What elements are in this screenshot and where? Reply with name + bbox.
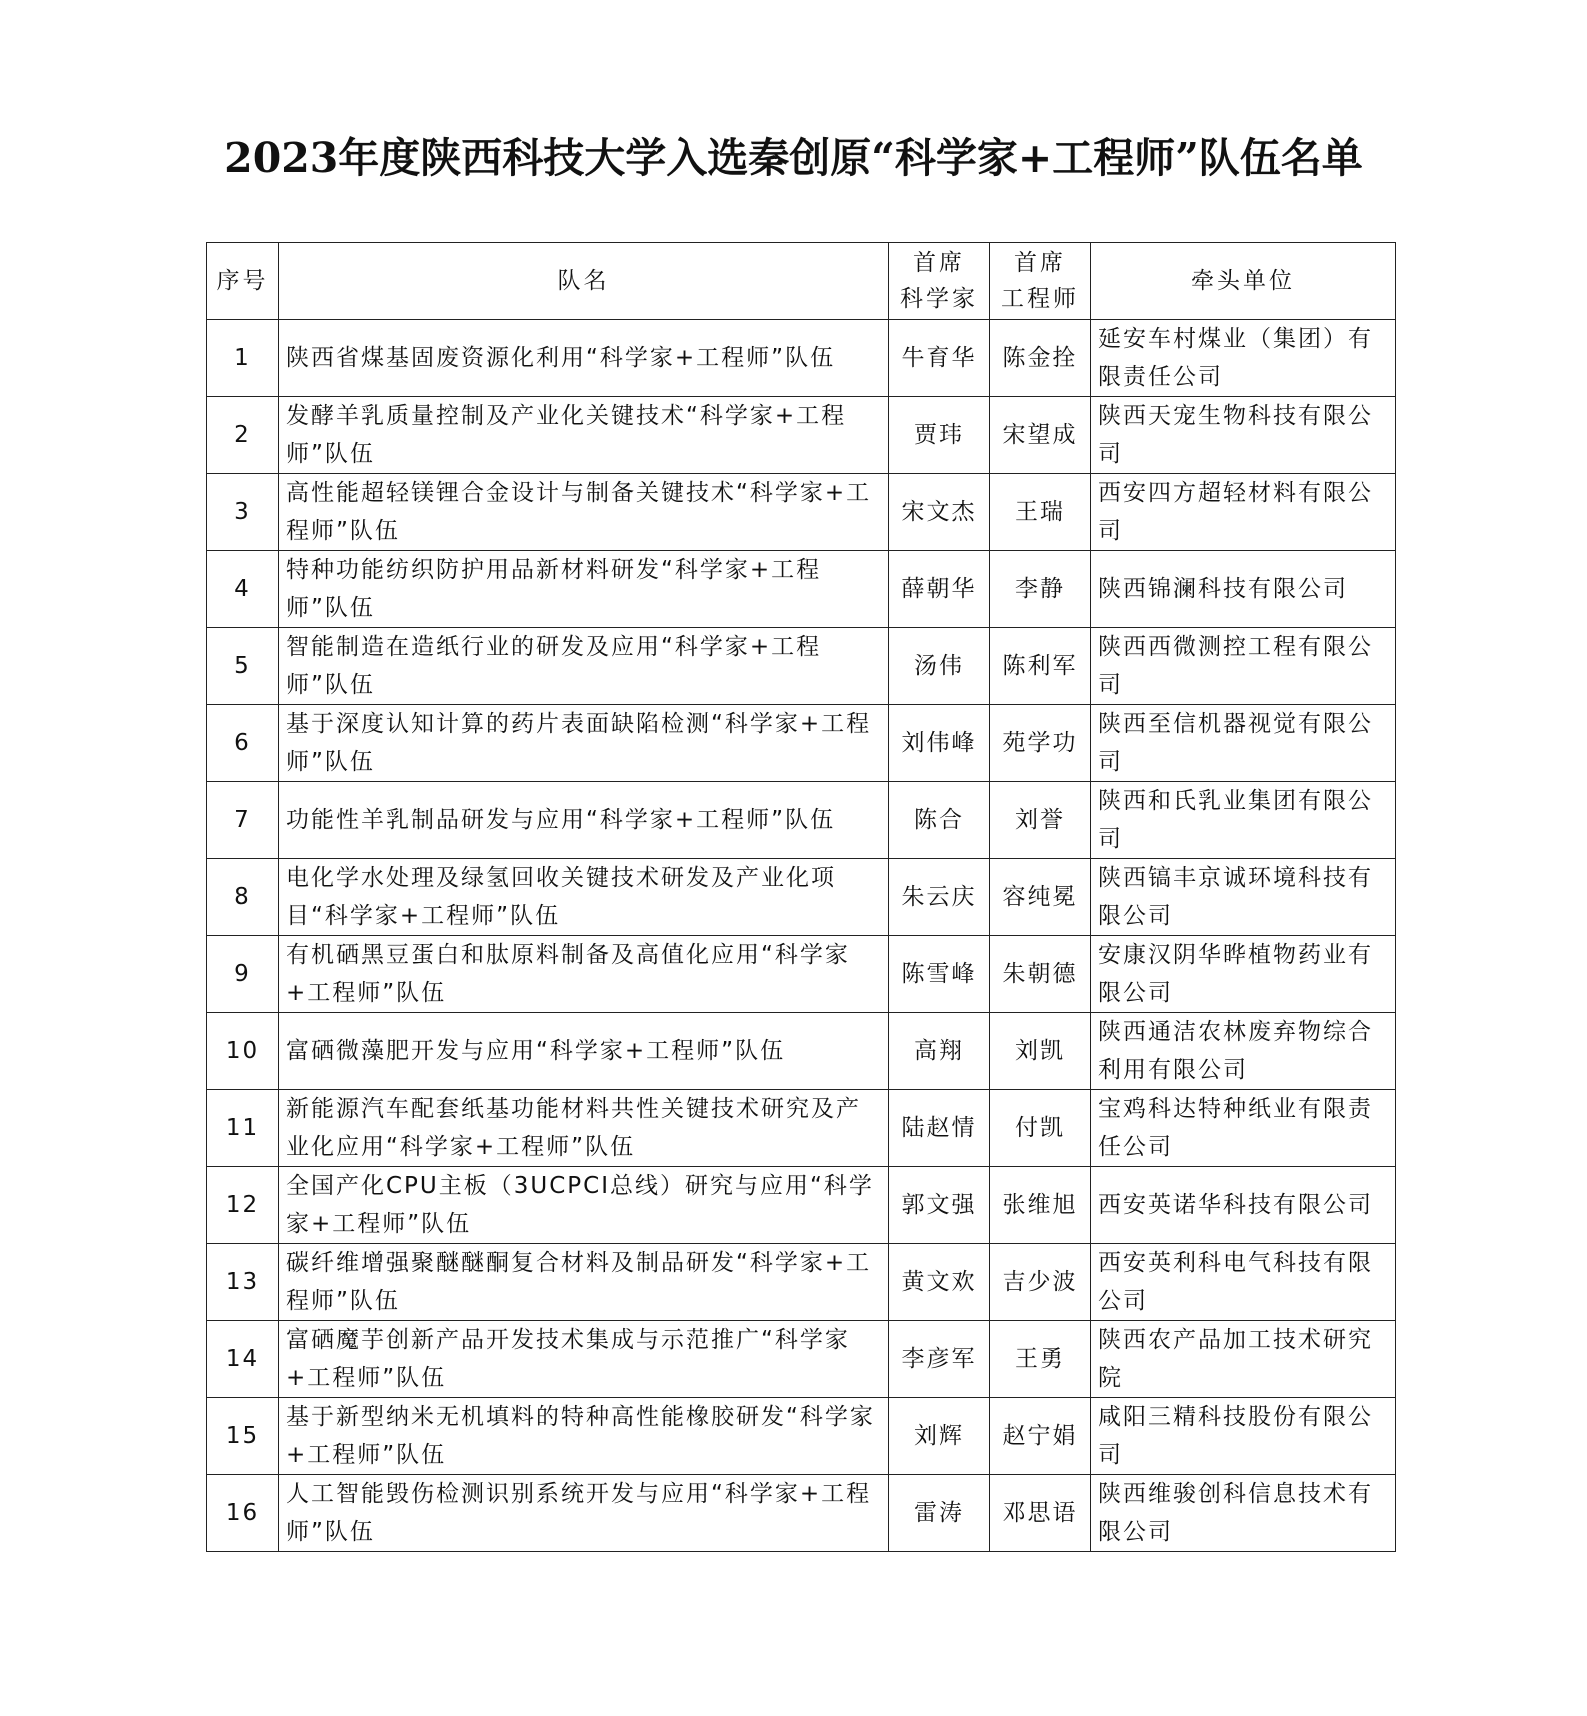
table-row: [207, 1244, 1396, 1321]
row-serial-number: 7: [207, 782, 279, 859]
row-chief-scientist: 高翔: [889, 1013, 990, 1090]
header-chief-engineer-line1: 首席: [1014, 250, 1066, 276]
row-chief-engineer: 刘誉: [990, 782, 1091, 859]
row-lead-unit: 陕西锦澜科技有限公司: [1091, 551, 1396, 628]
table-row: [207, 1013, 1396, 1090]
row-team-name: 基于新型纳米无机填料的特种高性能橡胶研发“科学家+工程师”队伍: [279, 1398, 889, 1475]
table-row: [207, 551, 1396, 628]
row-chief-engineer: 容纯冕: [990, 859, 1091, 936]
row-chief-engineer: 李静: [990, 551, 1091, 628]
row-chief-engineer: 朱朝德: [990, 936, 1091, 1013]
row-team-name: 富硒微藻肥开发与应用“科学家+工程师”队伍: [279, 1013, 889, 1090]
row-team-name: 全国产化CPU主板（3UCPCI总线）研究与应用“科学家+工程师”队伍: [279, 1167, 889, 1244]
row-team-name: 陕西省煤基固废资源化利用“科学家+工程师”队伍: [279, 320, 889, 397]
table-row: [207, 1475, 1396, 1552]
row-chief-engineer: 陈金拴: [990, 320, 1091, 397]
row-chief-scientist: 郭文强: [889, 1167, 990, 1244]
row-serial-number: 3: [207, 474, 279, 551]
row-chief-engineer: 王瑞: [990, 474, 1091, 551]
row-lead-unit: 陕西镐丰京诚环境科技有限公司: [1091, 859, 1396, 936]
table-row: [207, 859, 1396, 936]
row-chief-scientist: 陆赵情: [889, 1090, 990, 1167]
row-team-name: 特种功能纺织防护用品新材料研发“科学家+工程师”队伍: [279, 551, 889, 628]
row-team-name: 有机硒黑豆蛋白和肽原料制备及高值化应用“科学家+工程师”队伍: [279, 936, 889, 1013]
row-chief-engineer: 刘凯: [990, 1013, 1091, 1090]
table-row: [207, 628, 1396, 705]
row-serial-number: 8: [207, 859, 279, 936]
row-chief-scientist: 宋文杰: [889, 474, 990, 551]
row-serial-number: 11: [207, 1090, 279, 1167]
header-team-name: 队名: [279, 243, 889, 320]
row-team-name: 富硒魔芋创新产品开发技术集成与示范推广“科学家+工程师”队伍: [279, 1321, 889, 1398]
row-serial-number: 15: [207, 1398, 279, 1475]
row-lead-unit: 西安四方超轻材料有限公司: [1091, 474, 1396, 551]
table-row: [207, 320, 1396, 397]
table-row: [207, 1090, 1396, 1167]
row-chief-scientist: 刘辉: [889, 1398, 990, 1475]
row-lead-unit: 宝鸡科达特种纸业有限责任公司: [1091, 1090, 1396, 1167]
document-title: 2023年度陕西科技大学入选秦创原“科学家+工程师”队伍名单: [224, 134, 1363, 182]
row-team-name: 电化学水处理及绿氢回收关键技术研发及产业化项目“科学家+工程师”队伍: [279, 859, 889, 936]
row-serial-number: 12: [207, 1167, 279, 1244]
row-chief-engineer: 宋望成: [990, 397, 1091, 474]
table-row: [207, 936, 1396, 1013]
row-chief-scientist: 汤伟: [889, 628, 990, 705]
header-chief-scientist: [889, 243, 990, 320]
row-lead-unit: 陕西天宠生物科技有限公司: [1091, 397, 1396, 474]
row-chief-scientist: 刘伟峰: [889, 705, 990, 782]
header-lead-unit: 牵头单位: [1091, 243, 1396, 320]
header-chief-scientist-line1: 首席: [913, 250, 965, 276]
row-lead-unit: 陕西农产品加工技术研究院: [1091, 1321, 1396, 1398]
row-chief-engineer: 邓思语: [990, 1475, 1091, 1552]
table-row: [207, 1398, 1396, 1475]
header-chief-scientist-line2: 科学家: [900, 286, 978, 312]
row-lead-unit: 西安英诺华科技有限公司: [1091, 1167, 1396, 1244]
row-chief-engineer: 苑学功: [990, 705, 1091, 782]
header-serial-number: 序号: [207, 243, 279, 320]
row-serial-number: 2: [207, 397, 279, 474]
row-lead-unit: 安康汉阴华晔植物药业有限公司: [1091, 936, 1396, 1013]
table-row: [207, 474, 1396, 551]
row-serial-number: 13: [207, 1244, 279, 1321]
row-lead-unit: 陕西维骏创科信息技术有限公司: [1091, 1475, 1396, 1552]
table-body: [207, 320, 1396, 1552]
row-chief-scientist: 薛朝华: [889, 551, 990, 628]
table-row: [207, 1167, 1396, 1244]
header-chief-engineer-line2: 工程师: [1001, 286, 1079, 312]
row-chief-scientist: 牛育华: [889, 320, 990, 397]
row-team-name: 发酵羊乳质量控制及产业化关键技术“科学家+工程师”队伍: [279, 397, 889, 474]
row-chief-engineer: 付凯: [990, 1090, 1091, 1167]
header-chief-engineer: [990, 243, 1091, 320]
team-roster-table: [206, 242, 1396, 1552]
row-team-name: 碳纤维增强聚醚醚酮复合材料及制品研发“科学家+工程师”队伍: [279, 1244, 889, 1321]
row-serial-number: 16: [207, 1475, 279, 1552]
row-team-name: 智能制造在造纸行业的研发及应用“科学家+工程师”队伍: [279, 628, 889, 705]
row-lead-unit: 陕西西微测控工程有限公司: [1091, 628, 1396, 705]
row-lead-unit: 咸阳三精科技股份有限公司: [1091, 1398, 1396, 1475]
row-chief-scientist: 贾玮: [889, 397, 990, 474]
row-serial-number: 6: [207, 705, 279, 782]
row-lead-unit: 陕西通洁农林废弃物综合利用有限公司: [1091, 1013, 1396, 1090]
row-chief-scientist: 陈雪峰: [889, 936, 990, 1013]
row-lead-unit: 延安车村煤业（集团）有限责任公司: [1091, 320, 1396, 397]
row-lead-unit: 西安英利科电气科技有限公司: [1091, 1244, 1396, 1321]
row-team-name: 人工智能毁伤检测识别系统开发与应用“科学家+工程师”队伍: [279, 1475, 889, 1552]
row-chief-scientist: 朱云庆: [889, 859, 990, 936]
row-chief-scientist: 雷涛: [889, 1475, 990, 1552]
row-serial-number: 5: [207, 628, 279, 705]
row-serial-number: 9: [207, 936, 279, 1013]
row-team-name: 高性能超轻镁锂合金设计与制备关键技术“科学家+工程师”队伍: [279, 474, 889, 551]
row-serial-number: 4: [207, 551, 279, 628]
row-serial-number: 14: [207, 1321, 279, 1398]
row-chief-engineer: 赵宁娟: [990, 1398, 1091, 1475]
table-header-row: [207, 243, 1396, 320]
row-chief-engineer: 陈利军: [990, 628, 1091, 705]
row-chief-scientist: 李彦军: [889, 1321, 990, 1398]
table-row: [207, 397, 1396, 474]
row-chief-scientist: 黄文欢: [889, 1244, 990, 1321]
row-lead-unit: 陕西和氏乳业集团有限公司: [1091, 782, 1396, 859]
row-chief-engineer: 王勇: [990, 1321, 1091, 1398]
row-chief-engineer: 吉少波: [990, 1244, 1091, 1321]
table-row: [207, 705, 1396, 782]
row-serial-number: 10: [207, 1013, 279, 1090]
table-row: [207, 1321, 1396, 1398]
row-chief-engineer: 张维旭: [990, 1167, 1091, 1244]
table-row: [207, 782, 1396, 859]
row-serial-number: 1: [207, 320, 279, 397]
row-lead-unit: 陕西至信机器视觉有限公司: [1091, 705, 1396, 782]
row-chief-scientist: 陈合: [889, 782, 990, 859]
row-team-name: 功能性羊乳制品研发与应用“科学家+工程师”队伍: [279, 782, 889, 859]
row-team-name: 基于深度认知计算的药片表面缺陷检测“科学家+工程师”队伍: [279, 705, 889, 782]
row-team-name: 新能源汽车配套纸基功能材料共性关键技术研究及产业化应用“科学家+工程师”队伍: [279, 1090, 889, 1167]
